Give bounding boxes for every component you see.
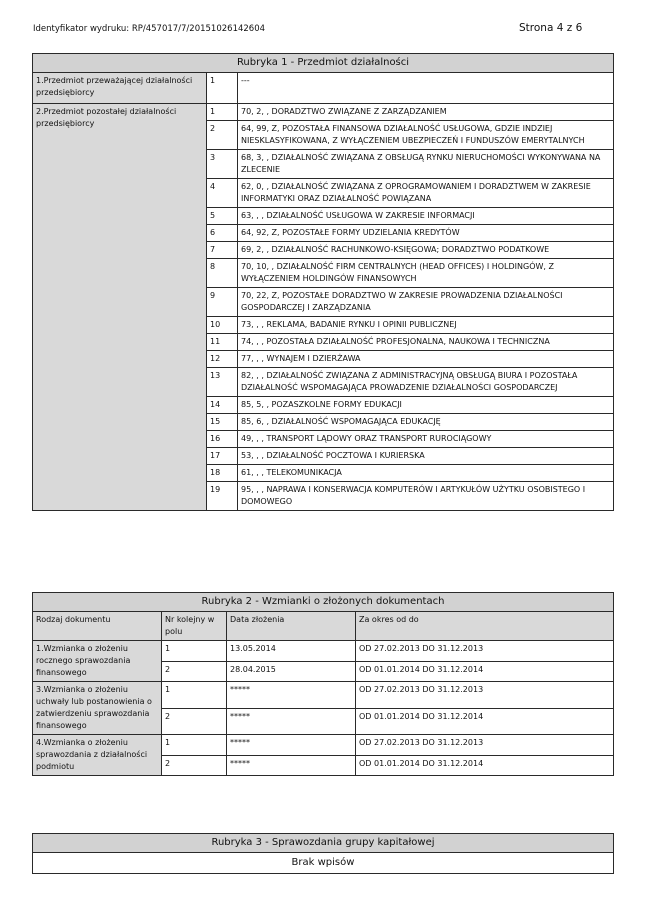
document-date: *****	[227, 708, 356, 735]
document-date: *****	[227, 682, 356, 709]
rubryka-1-title: Rubryka 1 - Przedmiot działalności	[33, 54, 614, 73]
activity-number: 3	[207, 150, 238, 179]
document-period: OD 27.02.2013 DO 31.12.2013	[356, 735, 614, 756]
activity-description: 63, , , DZIAŁALNOŚĆ USŁUGOWA W ZAKRESIE INFORMACJI	[238, 208, 614, 225]
activity-description: 62, 0, , DZIAŁALNOŚĆ ZWIĄZANA Z OPROGRAMOWANIEM I DORADZTWEM W ZAKRESIE INFORMATYKI ORAZ DZIAŁALNOŚĆ POWIĄZANA	[238, 179, 614, 208]
col-header-document-type: Rodzaj dokumentu	[33, 612, 162, 641]
activity-number: 5	[207, 208, 238, 225]
activity-description: 49, , , TRANSPORT LĄDOWY ORAZ TRANSPORT RUROCIĄGOWY	[238, 431, 614, 448]
document-number: 2	[162, 755, 227, 776]
col-header-number: Nr kolejny w polu	[162, 612, 227, 641]
activity-number: 18	[207, 465, 238, 482]
activity-row	[33, 104, 614, 121]
document-date: 13.05.2014	[227, 641, 356, 662]
document-number: 1	[162, 735, 227, 756]
document-period: OD 27.02.2013 DO 31.12.2013	[356, 641, 614, 662]
activity-number: 4	[207, 179, 238, 208]
document-row	[33, 682, 614, 709]
activity-description: 68, 3, , DZIAŁALNOŚĆ ZWIĄZANA Z OBSŁUGĄ RYNKU NIERUCHOMOŚCI WYKONYWANA NA ZLECENIE	[238, 150, 614, 179]
activity-number: 11	[207, 334, 238, 351]
activity-description: 70, 10, , DZIAŁALNOŚĆ FIRM CENTRALNYCH (HEAD OFFICES) I HOLDINGÓW, Z WYŁĄCZENIEM HOLDINGÓW FINANSOWYCH	[238, 259, 614, 288]
activity-number: 17	[207, 448, 238, 465]
no-entries-text: Brak wpisów	[33, 853, 614, 874]
document-period: OD 01.01.2014 DO 31.12.2014	[356, 755, 614, 776]
rubryka-1-table	[32, 53, 614, 511]
rubryka-3-table	[32, 833, 614, 874]
activity-description: 77, , , WYNAJEM I DZIERŻAWA	[238, 351, 614, 368]
activity-description: 74, , , POZOSTAŁA DZIAŁALNOŚĆ PROFESJONALNA, NAUKOWA I TECHNICZNA	[238, 334, 614, 351]
activity-number: 14	[207, 397, 238, 414]
print-identifier: Identyfikator wydruku: RP/457017/7/20151026142604	[33, 24, 266, 34]
document-number: 1	[162, 641, 227, 662]
col-header-period: Za okres od do	[356, 612, 614, 641]
activity-number: 12	[207, 351, 238, 368]
activity-number: 2	[207, 121, 238, 150]
document-number: 2	[162, 708, 227, 735]
activity-number: 10	[207, 317, 238, 334]
activity-number: 9	[207, 288, 238, 317]
activity-description: 70, 22, Z, POZOSTAŁE DORADZTWO W ZAKRESIE PROWADZENIA DZIAŁALNOŚCI GOSPODARCZEJ I ZARZĄDZANIA	[238, 288, 614, 317]
main-activity-no: 1	[207, 73, 238, 104]
document-date: *****	[227, 735, 356, 756]
activity-number: 1	[207, 104, 238, 121]
activity-description: 85, 5, , POZASZKOLNE FORMY EDUKACJI	[238, 397, 614, 414]
activity-description: 73, , , REKLAMA, BADANIE RYNKU I OPINII PUBLICZNEJ	[238, 317, 614, 334]
activity-description: 95, , , NAPRAWA I KONSERWACJA KOMPUTERÓW I ARTYKUŁÓW UŻYTKU OSOBISTEGO I DOMOWEGO	[238, 482, 614, 511]
page-number: Strona 4 z 6	[519, 22, 583, 34]
activity-description: 64, 99, Z, POZOSTAŁA FINANSOWA DZIAŁALNOŚĆ USŁUGOWA, GDZIE INDZIEJ NIESKLASYFIKOWANA, Z WYŁĄCZENIEM UBEZPIECZEŃ I FUNDUSZÓW EMERYTALNYCH	[238, 121, 614, 150]
document-number: 2	[162, 661, 227, 682]
document-period: OD 01.01.2014 DO 31.12.2014	[356, 708, 614, 735]
document-date: 28.04.2015	[227, 661, 356, 682]
activity-description: 82, , , DZIAŁALNOŚĆ ZWIĄZANA Z ADMINISTRACYJNĄ OBSŁUGĄ BIURA I POZOSTAŁA DZIAŁALNOŚĆ WSPOMAGAJĄCA PROWADZENIE DZIAŁALNOŚCI GOSPODARCZEJ	[238, 368, 614, 397]
document-row	[33, 641, 614, 662]
main-activity-label: 1.Przedmiot przeważającej działalności przedsiębiorcy	[33, 73, 207, 104]
rubryka-2-title: Rubryka 2 - Wzmianki o złożonych dokumentach	[33, 593, 614, 612]
document-type-label: 1.Wzmianka o złożeniu rocznego sprawozdania finansowego	[33, 641, 162, 682]
activity-number: 8	[207, 259, 238, 288]
activity-description: 85, 6, , DZIAŁALNOŚĆ WSPOMAGAJĄCA EDUKACJĘ	[238, 414, 614, 431]
activity-number: 7	[207, 242, 238, 259]
main-activity-value: ---	[238, 73, 614, 104]
activity-number: 15	[207, 414, 238, 431]
other-activity-label: 2.Przedmiot pozostałej działalności przedsiębiorcy	[33, 104, 207, 511]
activity-number: 6	[207, 225, 238, 242]
rubryka-2-table	[32, 592, 614, 776]
document-type-label: 4.Wzmianka o złożeniu sprawozdania z działalności podmiotu	[33, 735, 162, 776]
activity-description: 53, , , DZIAŁALNOŚĆ POCZTOWA I KURIERSKA	[238, 448, 614, 465]
document-date: *****	[227, 755, 356, 776]
document-period: OD 01.01.2014 DO 31.12.2014	[356, 661, 614, 682]
activity-description: 70, 2, , DORADZTWO ZWIĄZANE Z ZARZĄDZANIEM	[238, 104, 614, 121]
document-period: OD 27.02.2013 DO 31.12.2013	[356, 682, 614, 709]
document-type-label: 3.Wzmianka o złożeniu uchwały lub postanowienia o zatwierdzeniu sprawozdania finansowego	[33, 682, 162, 735]
activity-number: 13	[207, 368, 238, 397]
activity-number: 16	[207, 431, 238, 448]
rubryka-3-title: Rubryka 3 - Sprawozdania grupy kapitałowej	[33, 834, 614, 853]
document-number: 1	[162, 682, 227, 709]
activity-description: 61, , , TELEKOMUNIKACJA	[238, 465, 614, 482]
activity-number: 19	[207, 482, 238, 511]
document-row	[33, 735, 614, 756]
col-header-date: Data złożenia	[227, 612, 356, 641]
activity-description: 64, 92, Z, POZOSTAŁE FORMY UDZIELANIA KREDYTÓW	[238, 225, 614, 242]
activity-description: 69, 2, , DZIAŁALNOŚĆ RACHUNKOWO-KSIĘGOWA; DORADZTWO PODATKOWE	[238, 242, 614, 259]
